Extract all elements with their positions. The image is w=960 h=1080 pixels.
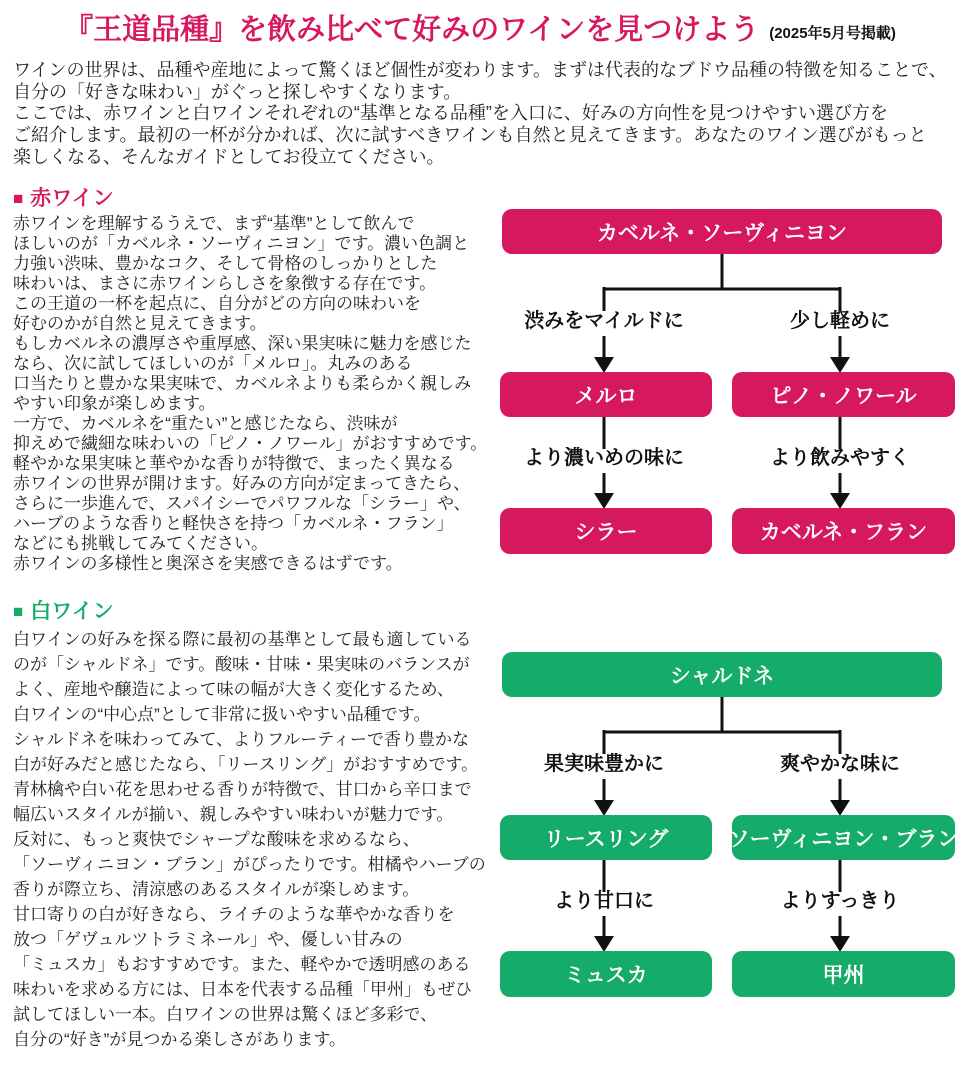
paragraph-line: さらに一歩進んで、スパイシーでパワフルな「シラー」や、 <box>13 494 471 513</box>
paragraph-line: なら、次に試してほしいのが「メルロ」。丸みのある <box>13 354 413 373</box>
paragraph-line: 赤ワインの世界が開けます。好みの方向が定まってきたら、 <box>13 474 471 493</box>
paragraph-line: 反対に、もっと爽快でシャープな酸味を求めるなら、 <box>13 830 420 849</box>
white-wine-heading-label: 白ワイン <box>30 600 114 623</box>
paragraph-line: 「ソーヴィニヨン・ブラン」がぴったりです。柑橘やハーブの <box>13 855 486 874</box>
paragraph-line: 自分の「好きな味わい」がぐっと探しやすくなります。 <box>13 81 462 102</box>
paragraph-line: もしカベルネの濃厚さや重厚感、深い果実味に魅力を感じた <box>13 334 472 353</box>
red-wine-paragraph <box>13 214 495 574</box>
flow-node: メルロ <box>500 372 712 417</box>
paragraph-line: 幅広いスタイルが揃い、親しみやすい味わいが魅力です。 <box>13 805 454 824</box>
paragraph-line: 赤ワインの多様性と奥深さを実感できるはずです。 <box>13 554 403 573</box>
red-wine-heading <box>13 187 495 211</box>
paragraph-line: 楽しくなる、そんなガイドとしてお役立てください。 <box>13 146 445 167</box>
paragraph-line: やすい印象が楽しめます。 <box>13 394 216 413</box>
red-wine-section <box>13 187 495 574</box>
flow-node-leaf: 甲州 <box>732 951 955 997</box>
paragraph-line: ハーブのような香りと軽快さを持つ「カベルネ・フラン」 <box>13 514 454 533</box>
paragraph-line: 抑えめで繊細な味わいの「ピノ・ノワール」がおすすめです。 <box>13 434 488 453</box>
paragraph-line: 力強い渋味、豊かなコク、そして骨格のしっかりとした <box>13 254 438 273</box>
paragraph-line: 白ワインの“中心点”として非常に扱いやすい品種です。 <box>13 705 431 724</box>
white-wine-paragraph <box>13 627 495 1052</box>
white-wine-section <box>13 600 495 1052</box>
branch-condition-label: 果実味豊かに <box>544 753 664 775</box>
branch-condition-label: 渋みをマイルドに <box>524 310 684 332</box>
branch-condition-label: 爽やかな味に <box>780 753 900 775</box>
paragraph-line: 一方で、カベルネを“重たい”と感じたなら、渋味が <box>13 414 398 433</box>
paragraph-line: ご紹介します。最初の一杯が分かれば、次に試すべきワインも自然と見えてきます。あなたのワイン選びがもっと <box>13 125 927 146</box>
square-bullet-icon: ■ <box>13 602 24 621</box>
paragraph-line: 味わいを求める方には、日本を代表する品種「甲州」もぜひ <box>13 980 472 999</box>
intro-paragraph <box>13 60 957 169</box>
paragraph-line: 味わいは、まさに赤ワインらしさを象徴する存在です。 <box>13 274 437 293</box>
branch-condition-label: よりすっきり <box>780 890 900 912</box>
issue-note: (2025年5月号掲載) <box>769 25 896 42</box>
paragraph-line: 好むのかが自然と見えてきます。 <box>13 314 267 333</box>
paragraph-line: のが「シャルドネ」です。酸味・甘味・果実味のバランスが <box>13 655 470 674</box>
flow-node: ピノ・ノワール <box>732 372 955 417</box>
flow-node-root: カベルネ・ソーヴィニヨン <box>502 209 942 254</box>
paragraph-line: ここでは、赤ワインと白ワインそれぞれの“基準となる品種”を入口に、好みの方向性を見つけやすい選び方を <box>13 103 888 124</box>
paragraph-line: よく、産地や醸造によって味の幅が大きく変化するため、 <box>13 680 454 699</box>
paragraph-line: 赤ワインを理解するうえで、まず“基準”として飲んで <box>13 214 415 233</box>
white-wine-flowchart <box>500 652 959 998</box>
branch-condition-label: 少し軽めに <box>790 310 890 332</box>
paragraph-line: 自分の“好き”が見つかる楽しさがあります。 <box>13 1030 346 1049</box>
paragraph-line: 青林檎や白い花を思わせる香りが特徴で、甘口から辛口まで <box>13 780 472 799</box>
paragraph-line: 放つ「ゲヴュルツトラミネール」や、優しい甘みの <box>13 930 403 949</box>
paragraph-line: 香りが際立ち、清涼感のあるスタイルが楽しめます。 <box>13 880 420 899</box>
paragraph-line: 甘口寄りの白が好きなら、ライチのような華やかな香りを <box>13 905 455 924</box>
flow-node: ソーヴィニヨン・ブラン <box>732 815 955 860</box>
flow-node-leaf: シラー <box>500 508 712 554</box>
flow-node: リースリング <box>500 815 712 860</box>
page-title: 『王道品種』を飲み比べて好みのワインを見つけよう <box>64 14 760 46</box>
square-bullet-icon: ■ <box>13 189 24 208</box>
white-wine-heading <box>13 600 495 624</box>
red-wine-heading-label: 赤ワイン <box>30 187 114 210</box>
paragraph-line: ほしいのが「カベルネ・ソーヴィニヨン」です。濃い色調と <box>13 234 470 253</box>
paragraph-line: この王道の一杯を起点に、自分がどの方向の味わいを <box>13 294 421 313</box>
flow-node-leaf: カベルネ・フラン <box>732 508 955 554</box>
paragraph-line: 「ミュスカ」もおすすめです。また、軽やかで透明感のある <box>13 955 471 974</box>
paragraph-line: 軽やかな果実味と華やかな香りが特徴で、まったく異なる <box>13 454 455 473</box>
branch-condition-label: より甘口に <box>554 890 654 912</box>
paragraph-line: シャルドネを味わってみて、よりフルーティーで香り豊かな <box>13 730 469 749</box>
branch-condition-label: より飲みやすく <box>770 447 910 469</box>
paragraph-line: ワインの世界は、品種や産地によって驚くほど個性が変わります。まずは代表的なブドウ品種の特徴を知ることで、 <box>13 60 947 80</box>
article-header <box>0 12 960 48</box>
red-wine-flowchart <box>500 209 955 555</box>
paragraph-line: などにも挑戦してみてください。 <box>13 534 268 553</box>
flow-node-root: シャルドネ <box>502 652 942 697</box>
paragraph-line: 白ワインの好みを探る際に最初の基準として最も適している <box>13 630 472 649</box>
branch-condition-label: より濃いめの味に <box>524 447 684 469</box>
paragraph-line: 白が好みだと感じたなら、「リースリング」がおすすめです。 <box>13 755 479 774</box>
paragraph-line: 口当たりと豊かな果実味で、カベルネよりも柔らかく親しみ <box>13 374 472 393</box>
flow-node-leaf: ミュスカ <box>500 951 712 997</box>
paragraph-line: 試してほしい一本。白ワインの世界は驚くほど多彩で、 <box>13 1005 438 1024</box>
